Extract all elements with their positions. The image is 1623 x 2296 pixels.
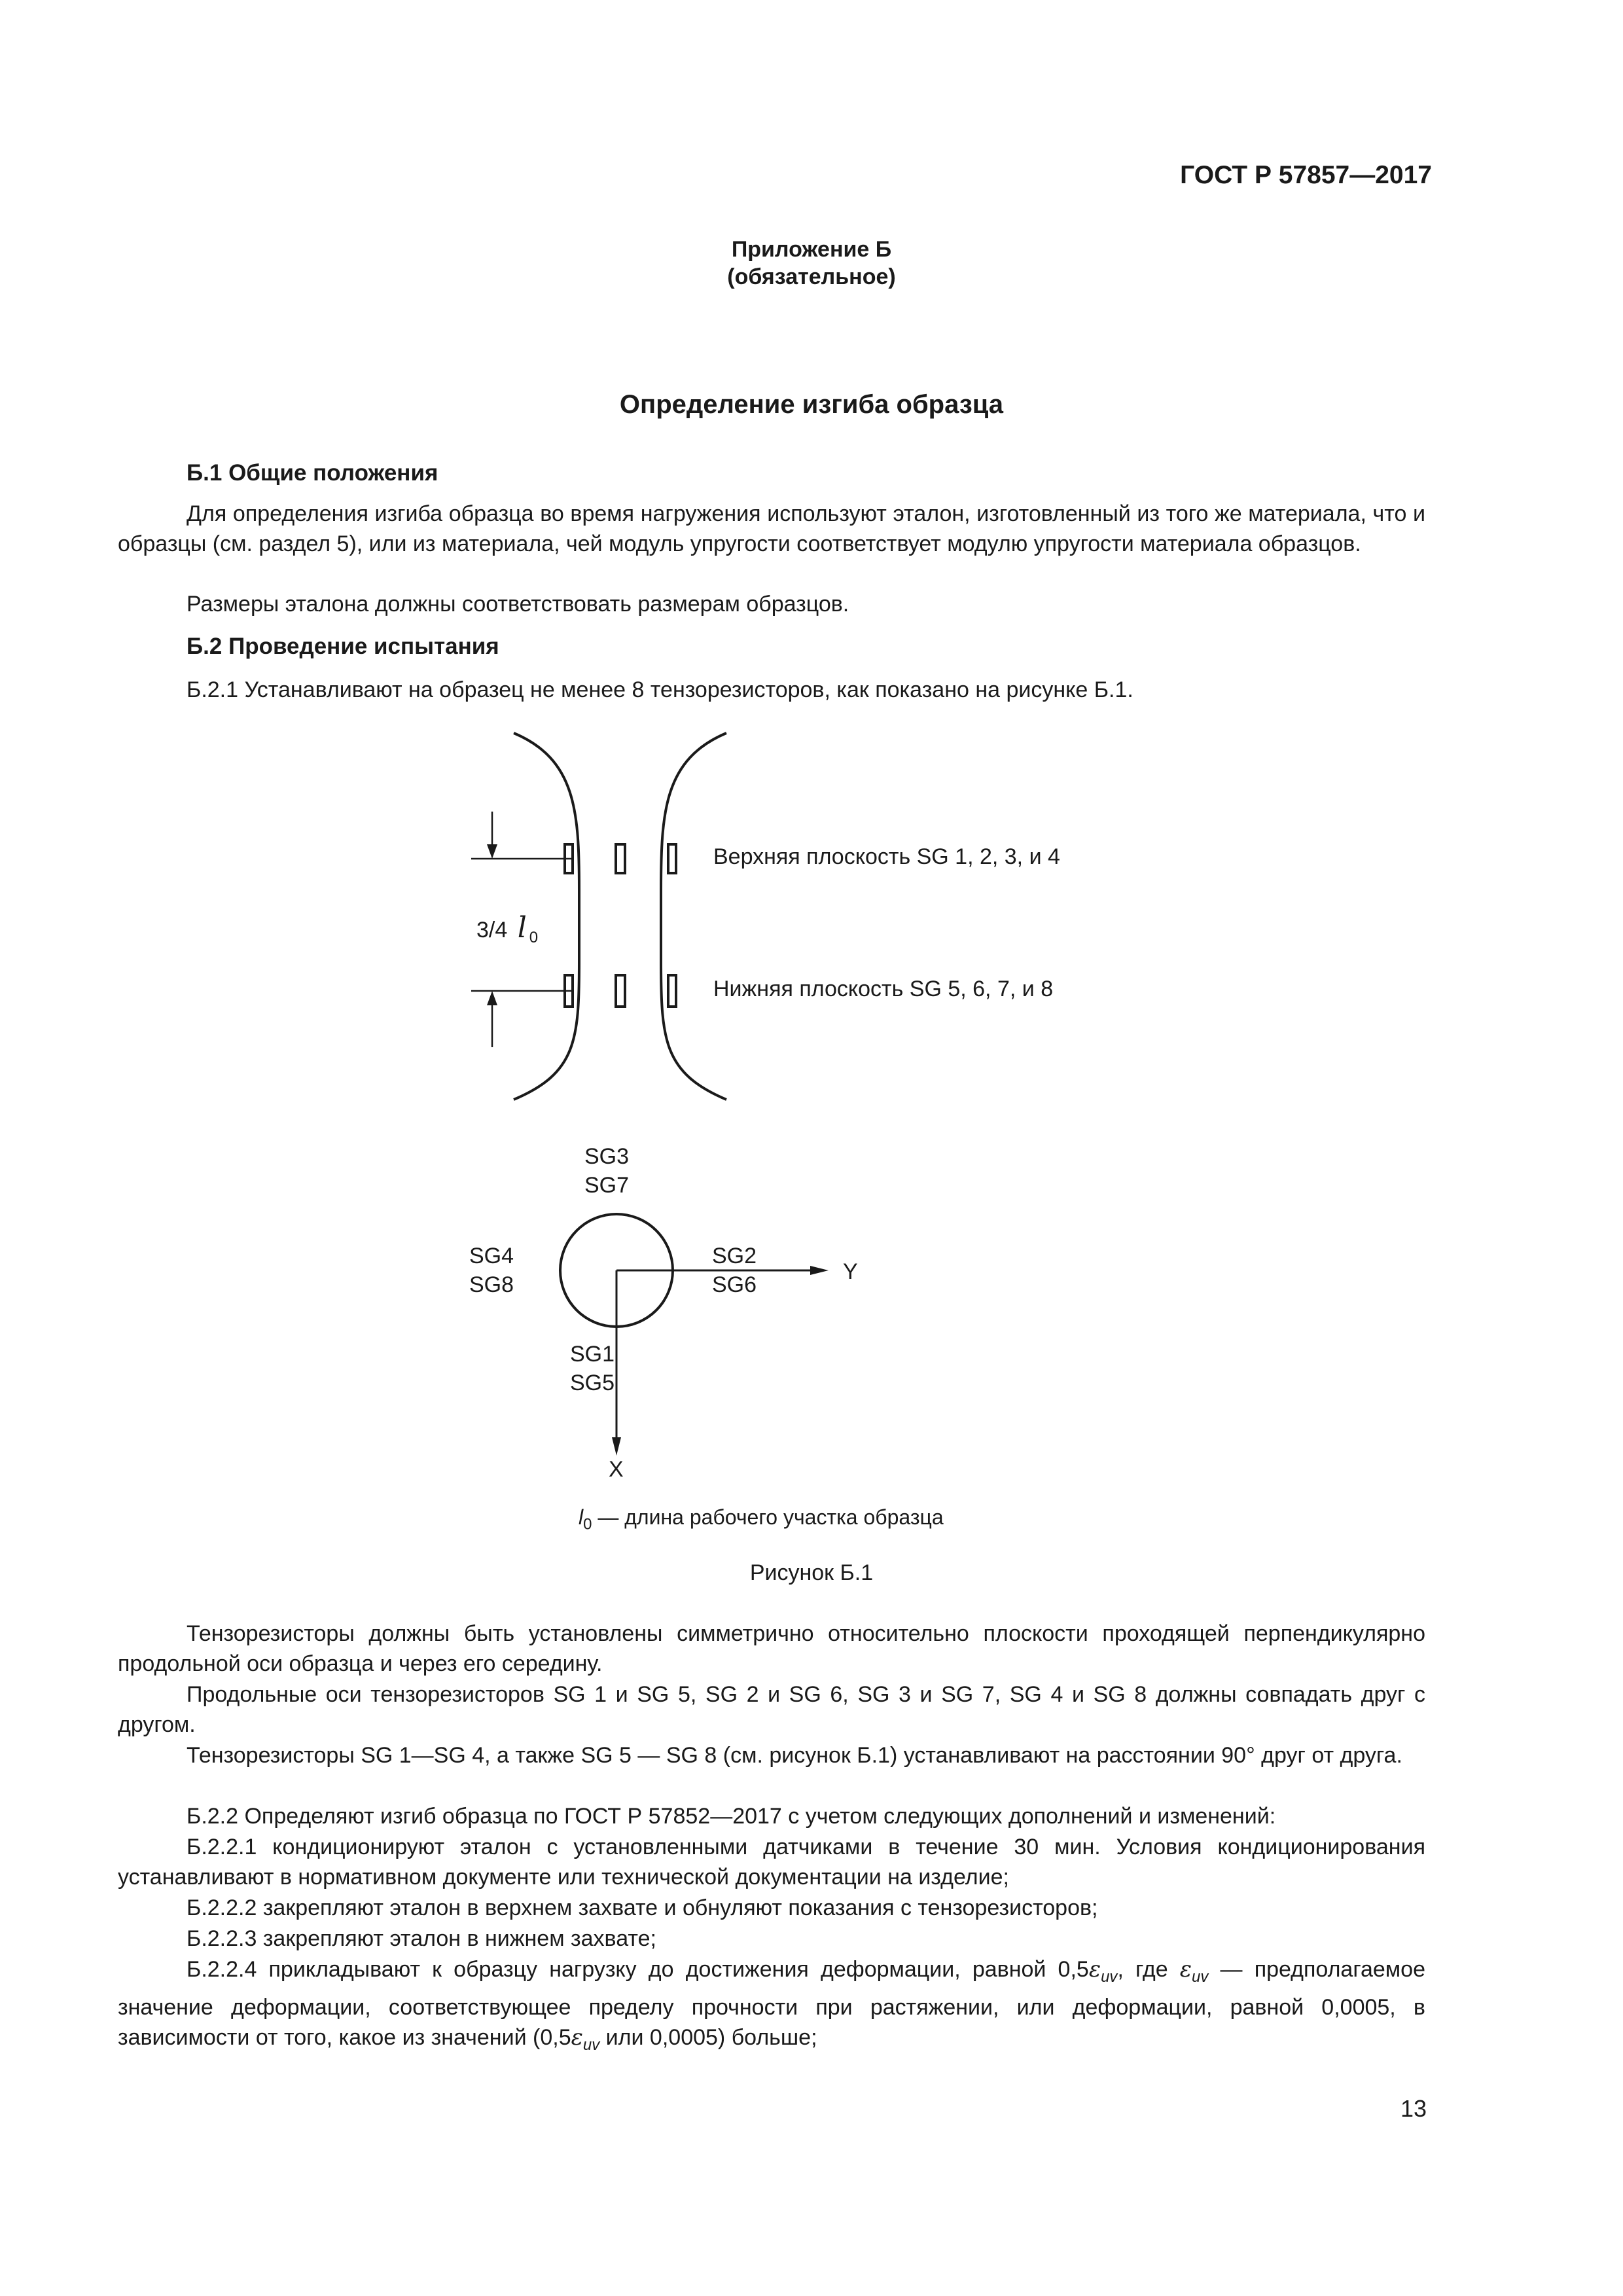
y-axis-arrowhead (810, 1266, 829, 1275)
sg1-label: SG1 (570, 1342, 615, 1367)
epsilon-symbol: ε (1088, 1956, 1101, 1982)
paragraph-after-1: Тензорезисторы должны быть установлены симметрично относительно плоскости проходящей перпендикулярно продольной оси образца и через его середину. (118, 1621, 1425, 1676)
dimension-symbol: l (517, 911, 527, 944)
page-number: 13 (1400, 2095, 1427, 2122)
strain-gauge-lower-center (616, 975, 625, 1007)
paragraph-b223: Б.2.2.3 закрепляют эталон в нижнем захвате; (187, 1926, 656, 1951)
epsilon-symbol: ε (571, 2024, 583, 2051)
sg7-label: SG7 (584, 1173, 630, 1198)
section-heading-b2: Б.2 Проведение испытания (187, 634, 499, 659)
epsilon-subscript: uv (582, 2036, 600, 2054)
epsilon-symbol: ε (1179, 1956, 1192, 1982)
paragraph-b1-2: Размеры эталона должны соответствовать размерам образцов. (187, 592, 849, 617)
legend-symbol: l (579, 1505, 584, 1529)
b224-part-a: Б.2.2.4 прикладывают к образцу нагрузку до достижения деформации, равной 0,5 (187, 1957, 1089, 1982)
y-axis-label: Y (843, 1259, 858, 1284)
x-axis-arrowhead (612, 1437, 621, 1456)
paragraph-after-2: Продольные оси тензорезисторов SG 1 и SG 5, SG 2 и SG 6, SG 3 и SG 7, SG 4 и SG 8 должны совпадать друг с другом. (118, 1682, 1425, 1737)
strain-gauge-upper-center (616, 844, 625, 873)
annex-title: Приложение Б (731, 237, 892, 262)
dimension-arrowhead-bottom (487, 991, 497, 1005)
annex-status: (обязательное) (727, 264, 896, 289)
dimension-subscript: 0 (529, 929, 539, 946)
strain-gauge-lower-right (668, 975, 676, 1007)
sg8-label: SG8 (469, 1272, 514, 1297)
paragraph-b22: Б.2.2 Определяют изгиб образца по ГОСТ Р 57852—2017 с учетом следующих дополнений и изменений: (187, 1804, 1276, 1829)
paragraph-b221: Б.2.2.1 кондиционируют эталон с установленными датчиками в течение 30 мин. Условия кондиционирования устанавливают в нормативном документе или технической документации на изделие; (118, 1835, 1425, 1890)
b224-part-d: или 0,0005) больше; (599, 2024, 817, 2050)
dimension-label (476, 911, 538, 947)
legend-subscript: 0 (583, 1515, 592, 1534)
figure-legend (579, 1505, 944, 1534)
lower-plane-label: Нижняя плоскость SG 5, 6, 7, и 8 (713, 977, 1054, 1001)
b224-part-c: — предполагаемое значение деформации, соответствующее пределу прочности при растяжении, или деформации, равной 0,0005, в зависимости от того, какое из значений (0,5 (118, 1957, 1425, 2050)
dimension-arrowhead-top (487, 844, 497, 859)
epsilon-subscript: uv (1101, 1967, 1118, 1986)
legend-text: — длина рабочего участка образца (592, 1505, 944, 1529)
sg4-label: SG4 (469, 1244, 514, 1268)
paragraph-b1-1: Для определения изгиба образца во время нагружения используют эталон, изготовленный из того же материала, что и образцы (см. раздел 5), или из материала, чей модуль упругости соответствует модулю упругости материала образцов. (118, 501, 1425, 556)
paragraph-after-3: Тензорезисторы SG 1—SG 4, а также SG 5 — SG 8 (см. рисунок Б.1) устанавливают на расстоянии 90° друг от друга. (187, 1743, 1402, 1768)
sg2-label: SG2 (712, 1244, 757, 1268)
sg5-label: SG5 (570, 1371, 615, 1395)
strain-gauge-upper-right (668, 844, 676, 873)
x-axis-label: X (609, 1457, 624, 1482)
paragraph-b222: Б.2.2.2 закрепляют эталон в верхнем захвате и обнуляют показания с тензорезисторов; (187, 1895, 1098, 1920)
dimension-fraction: 3/4 (476, 918, 508, 942)
sg3-label: SG3 (584, 1144, 630, 1169)
document-title: Определение изгиба образца (619, 390, 1004, 419)
section-heading-b1: Б.1 Общие положения (187, 460, 438, 486)
specimen-right-edge (661, 733, 726, 1100)
paragraph-b224 (118, 1954, 1425, 2060)
epsilon-subscript: uv (1192, 1967, 1209, 1986)
upper-plane-label: Верхняя плоскость SG 1, 2, 3, и 4 (713, 844, 1060, 869)
b224-part-b: , где (1117, 1957, 1180, 1982)
document-number: ГОСТ Р 57857—2017 (1180, 161, 1432, 189)
figure-caption: Рисунок Б.1 (749, 1560, 874, 1585)
sg6-label: SG6 (712, 1272, 757, 1297)
paragraph-b21: Б.2.1 Устанавливают на образец не менее 8 тензорезисторов, как показано на рисунке Б.1. (187, 677, 1133, 702)
